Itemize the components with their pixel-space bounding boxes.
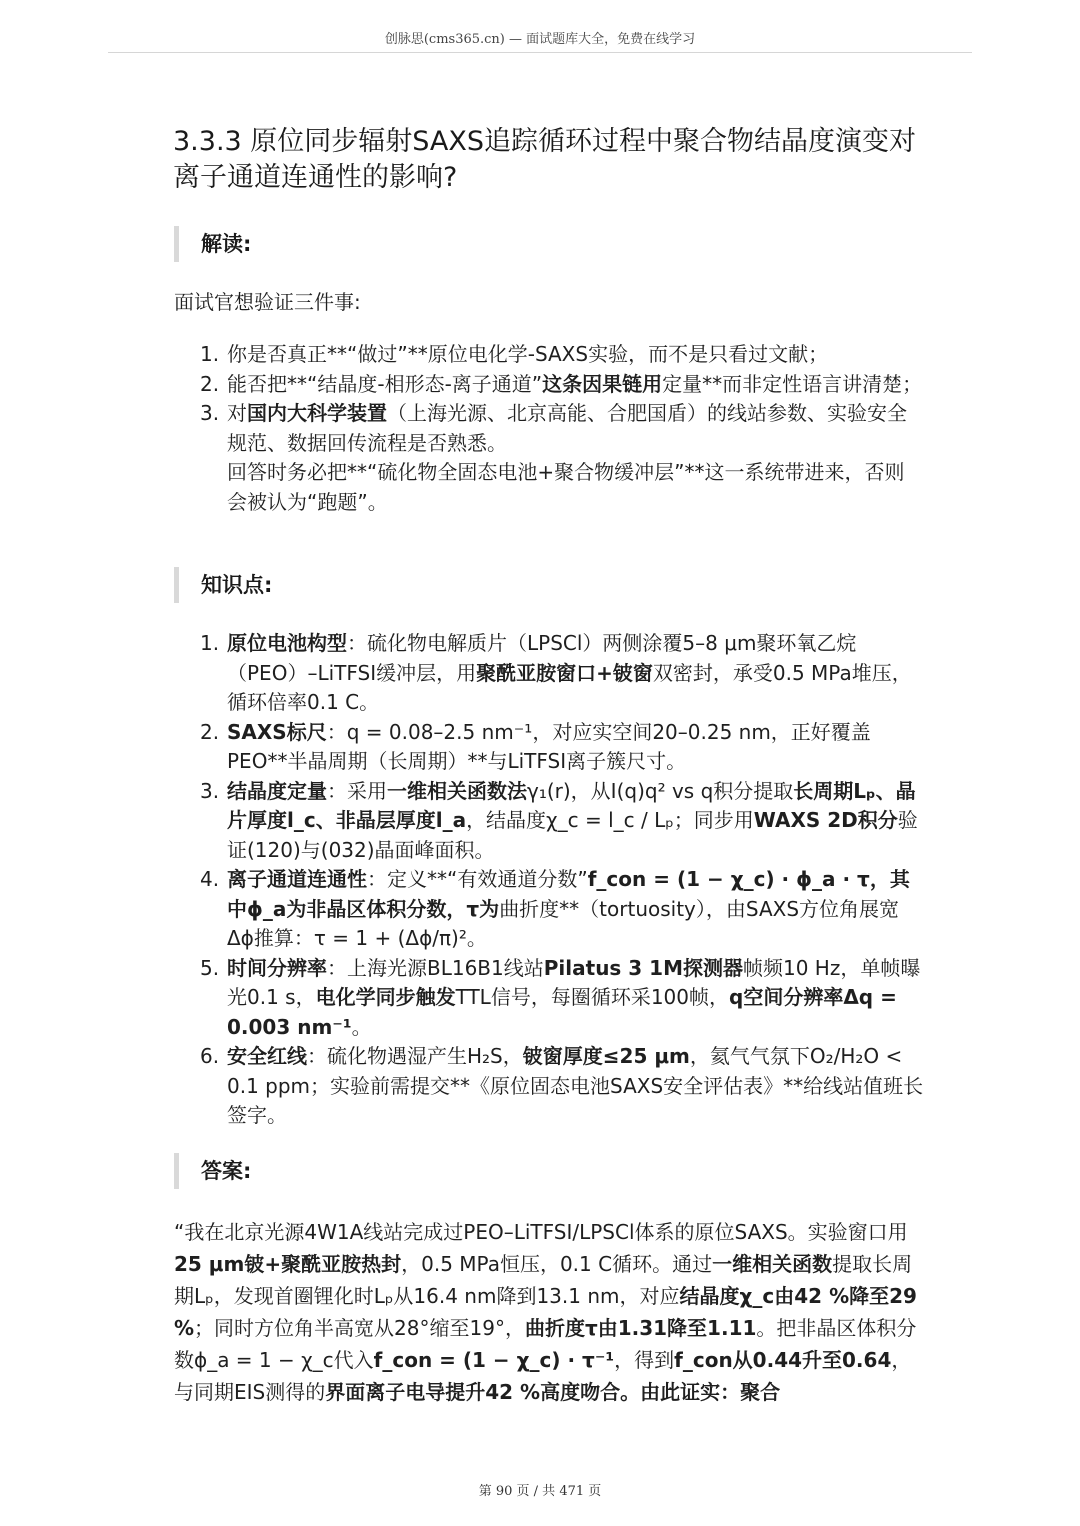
text-bold: 时间分辨率 [227, 955, 327, 980]
knowledge-item [200, 954, 924, 1043]
text-bold: 安全红线 [227, 1044, 307, 1068]
text-bold: 结晶度定量 [227, 778, 327, 803]
text-bold: q空间分辨率Δq = 0.003 nm⁻¹ [227, 985, 897, 1039]
list-item [200, 399, 924, 517]
text-bold: 铍窗厚度≤25 μm [522, 1044, 690, 1068]
list-text: 定量**而非定性语言讲清楚； [662, 371, 923, 396]
list-item [200, 370, 924, 400]
section-heading-knowledge: 知识点: [174, 567, 272, 603]
text-segment: 帧频10 Hz，单帧曝光0.1 s， [227, 955, 921, 1009]
page-footer: 第 90 页 / 共 471 页 [478, 1484, 602, 1499]
list-text: 能否把**“结晶度-相形态-离子通道” [227, 371, 543, 396]
text-bold: 曲折度τ由1.31降至1.11 [524, 1316, 757, 1340]
list-number: 3. [200, 401, 220, 425]
text-bold: 一维相关函数 [712, 1252, 833, 1276]
knowledge-item [200, 629, 924, 718]
text-bold: 结晶度χ_c由42 %降至29 % [174, 1284, 917, 1340]
text-bold: 电化学同步触发 [315, 985, 456, 1009]
list-number: 1. [200, 342, 220, 366]
list-number: 3. [200, 778, 220, 803]
text-segment: 双密封，承受0.5 MPa堆压，循环倍率0.1 C。 [227, 660, 912, 714]
text-bold: 原位电池构型 [227, 631, 347, 655]
answer-paragraph [174, 1216, 924, 1408]
text-segment: 。把非晶区体积分数ϕ_a = 1 − χ_c代入 [174, 1316, 917, 1372]
knowledge-list [200, 629, 924, 1131]
text-bold: 离子通道连通性 [227, 867, 367, 891]
knowledge-item [200, 718, 924, 777]
text-bold: WAXS 2D积分 [753, 808, 898, 832]
text-segment: “我在北京光源4W1A线站完成过PEO–LiTFSI/LPSCl体系的原位SAXS。实验窗口用 [174, 1220, 908, 1244]
text-segment: 提取长周期Lₚ，发现首圈锂化时Lₚ从16.4 nm降到13.1 nm，对应 [174, 1252, 913, 1308]
list-number: 5. [200, 955, 220, 980]
knowledge-item [200, 1042, 924, 1131]
page-header: 创脉思(cms365.cn) — 面试题库大全，免费在线学习 [384, 32, 696, 47]
list-text: 你是否真正**“做过”**原位电化学-SAXS实验，而不是只看过文献； [227, 342, 829, 366]
list-number: 4. [200, 867, 220, 891]
text-bold: 25 μm铍+聚酰亚胺热封 [174, 1252, 402, 1276]
header-divider [108, 52, 972, 53]
text-segment: ，结晶度χ_c = l_c / Lₚ；同步用 [466, 808, 754, 832]
list-note: 回答时务必把**“硫化物全固态电池+聚合物缓冲层”**这一系统带进来，否则会被认为“跑题”。 [227, 460, 905, 514]
text-segment: ：上海光源BL16B1线站 [327, 955, 544, 980]
knowledge-item [200, 865, 924, 954]
list-text: （上海光源、北京高能、合肥国盾）的线站参数、实验安全规范、数据回传流程是否熟悉。 [227, 401, 907, 455]
text-segment: ：硫化物遇湿产生H₂S， [307, 1044, 523, 1068]
text-segment: ：q = 0.08–2.5 nm⁻¹，对应实空间20–0.25 nm，正好覆盖PEO**半晶周期（长周期）**与LiTFSI离子簇尺寸。 [227, 719, 871, 773]
text-bold: 长周期Lₚ、晶片厚度l_c、非晶层厚度l_a [227, 778, 916, 832]
text-segment: ，得到 [614, 1348, 675, 1372]
text-segment: γ₁(r)，从I(q)q² vs q积分提取 [527, 778, 794, 803]
list-number: 2. [200, 371, 220, 396]
list-number: 1. [200, 631, 220, 655]
text-segment: ：采用 [327, 778, 387, 803]
text-segment: 验证(120)与(032)晶面峰面积。 [227, 808, 918, 862]
list-text-bold: 国内大科学装置 [247, 401, 387, 425]
text-segment: 。 [351, 1014, 372, 1039]
list-number: 6. [200, 1044, 220, 1068]
list-text: 对 [227, 401, 247, 425]
interpretation-intro: 面试官想验证三件事: [174, 290, 361, 314]
interpretation-list [200, 340, 924, 517]
text-segment: TTL信号，每圈循环采100帧， [455, 985, 729, 1009]
section-heading-interpretation: 解读: [174, 226, 251, 262]
text-bold: Pilatus 3 1M探测器 [543, 955, 743, 980]
section-heading-answer: 答案: [174, 1153, 251, 1189]
text-segment: ，氦气气氛下O₂/H₂O < 0.1 ppm；实验前需提交**《原位固态电池SAXS安全评估表》**给线站值班长签字。 [227, 1044, 924, 1127]
text-segment: ，与同期EIS测得的 [174, 1348, 912, 1404]
text-bold: f_con从0.44升至0.64 [674, 1348, 892, 1372]
list-number: 2. [200, 719, 220, 744]
list-item [200, 340, 924, 370]
text-bold: f_con = (1 − χ_c) · ϕ_a · τ，其中ϕ_a为非晶区体积分数，τ为 [227, 867, 910, 921]
text-bold: 一维相关函数法 [387, 778, 527, 803]
text-bold: 聚酰亚胺窗口+铍窗 [476, 660, 653, 685]
knowledge-item [200, 777, 924, 866]
text-segment: 曲折度**（tortuosity），由SAXS方位角展宽Δϕ推算：τ = 1 + (Δϕ/π)²。 [227, 896, 900, 950]
text-segment: ：硫化物电解质片（LPSCl）两侧涂覆5–8 μm聚环氧乙烷（PEO）–LiTFSI缓冲层，用 [227, 631, 857, 685]
text-segment: ；同时方位角半高宽从28°缩至19°， [194, 1316, 525, 1340]
list-text-bold: 这条因果链用 [542, 371, 663, 396]
question-title: 3.3.3 原位同步辐射SAXS追踪循环过程中聚合物结晶度演变对离子通道连通性的影响? [173, 126, 917, 194]
text-bold: SAXS标尺 [227, 719, 327, 744]
text-segment: ：定义**“有效通道分数” [367, 867, 588, 891]
text-bold: 界面离子电导提升42 %高度吻合。由此证实：聚合 [325, 1380, 781, 1404]
text-segment: ，0.5 MPa恒压，0.1 C循环。通过 [401, 1252, 713, 1276]
text-bold: f_con = (1 − χ_c) · τ⁻¹ [373, 1348, 615, 1372]
